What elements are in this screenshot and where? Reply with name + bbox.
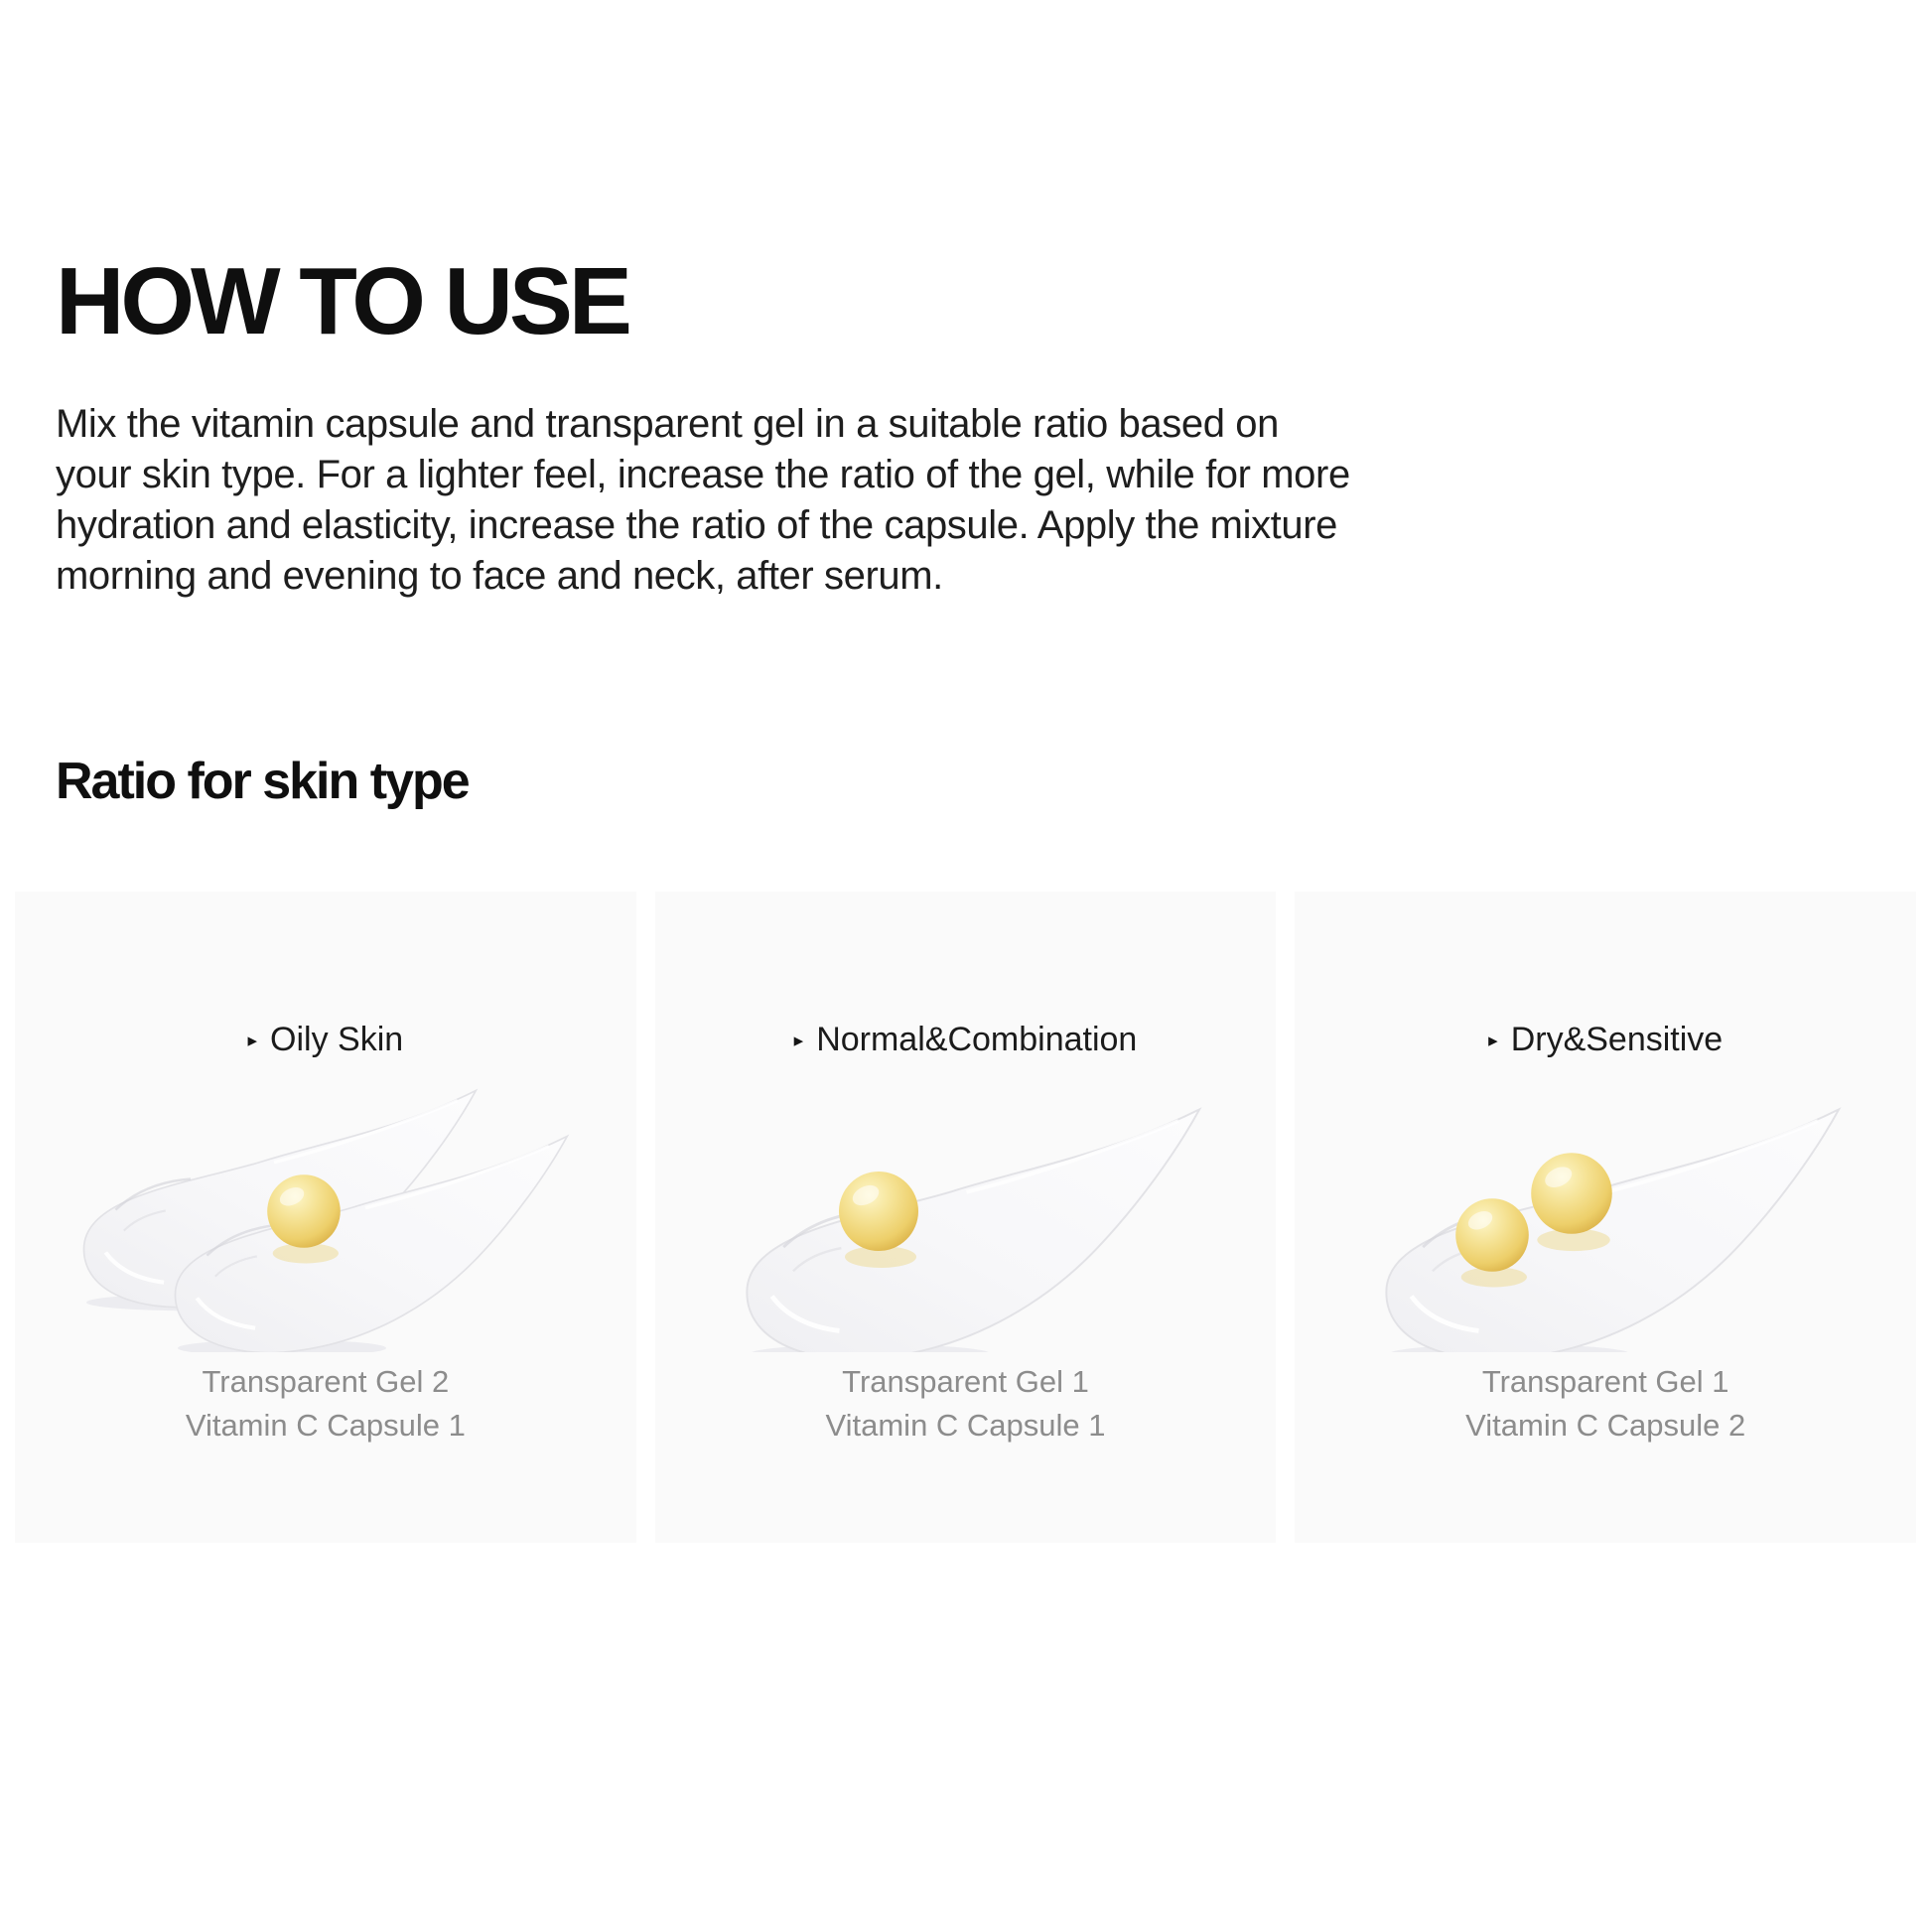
gel-capsule-image-dry [1357, 1084, 1854, 1352]
capsule-ratio-text: Vitamin C Capsule 1 [185, 1408, 466, 1443]
skin-type-cards [15, 892, 1916, 1543]
intro-line: hydration and elasticity, increase the ratio of the capsule. Apply the mixture [56, 503, 1338, 547]
card-normal-combination [655, 892, 1277, 1543]
card-dry-sensitive [1295, 892, 1916, 1543]
triangle-bullet-icon: ▸ [793, 1030, 804, 1051]
triangle-bullet-icon: ▸ [247, 1030, 258, 1051]
card-oily-skin [15, 892, 636, 1543]
capsule-icon [839, 1172, 918, 1268]
capsule-ratio-text: Vitamin C Capsule 2 [1465, 1408, 1746, 1443]
card-label: Oily Skin [270, 1021, 404, 1058]
ratio-caption [15, 1360, 636, 1448]
gel-ratio-text: Transparent Gel 1 [1481, 1364, 1729, 1399]
triangle-bullet-icon: ▸ [1488, 1030, 1498, 1051]
intro-paragraph [56, 399, 1876, 602]
card-label: Dry&Sensitive [1510, 1021, 1724, 1058]
card-label: Normal&Combination [816, 1021, 1138, 1058]
page-title: HOW TO USE [56, 248, 628, 354]
gel-ratio-text: Transparent Gel 1 [842, 1364, 1089, 1399]
gel-drop-image [1387, 1109, 1840, 1352]
gel-capsule-image-oily [77, 1084, 574, 1352]
intro-line: Mix the vitamin capsule and transparent gel in a suitable ratio based on [56, 402, 1279, 446]
capsule-ratio-text: Vitamin C Capsule 1 [825, 1408, 1106, 1443]
text-block [0, 0, 1932, 810]
gel-capsule-image-normal [718, 1084, 1214, 1352]
card-label-row [1295, 1019, 1916, 1060]
gel-ratio-text: Transparent Gel 2 [202, 1364, 450, 1399]
section-title: Ratio for skin type [56, 753, 469, 810]
capsule-icon [1455, 1198, 1529, 1287]
capsule-icon [1531, 1153, 1612, 1251]
ratio-caption [1295, 1360, 1916, 1448]
capsule-icon [267, 1174, 341, 1263]
card-label-row [15, 1019, 636, 1060]
gel-drop-image [747, 1109, 1199, 1352]
intro-line: morning and evening to face and neck, after serum. [56, 554, 943, 598]
card-label-row [655, 1019, 1277, 1060]
ratio-caption [655, 1360, 1277, 1448]
intro-line: your skin type. For a lighter feel, increase the ratio of the gel, while for more [56, 453, 1350, 496]
